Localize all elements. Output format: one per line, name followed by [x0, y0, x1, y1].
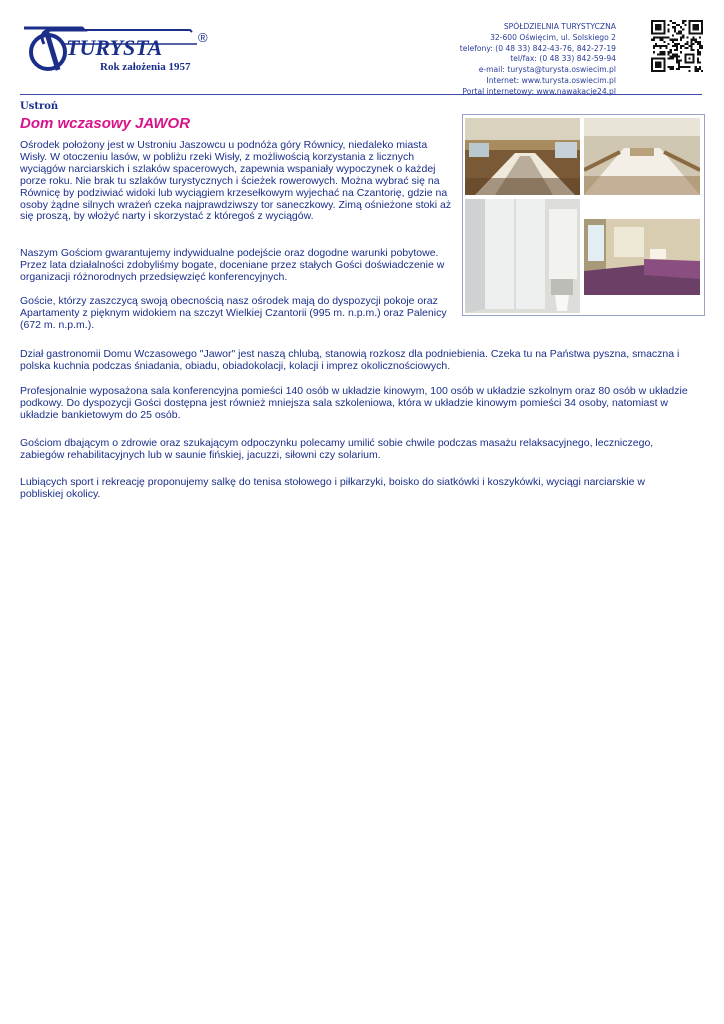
paragraph-apartments: Goście, którzy zaszczycą swoją obecnością nasz ośrodek mają do dyspozycji pokoje oraz Apartamenty z pięknym widokiem na szczyt Wielkiej Czantorii (995 m. n.p.m.) oraz Palenicy (672 m. n.p.m.).: [20, 295, 447, 331]
logo-wordmark: TURYSTA: [66, 35, 163, 60]
company-phones: telefony: (0 48 33) 842-43-76, 842-27-19: [459, 43, 616, 53]
qr-code-graphic: [651, 20, 703, 72]
company-name: SPÓŁDZIELNIA TURYSTYCZNA: [503, 22, 616, 31]
paragraph-sport: Lubiących sport i rekreację proponujemy salkę do tenisa stołowego i piłkarzyki, boisko do siatkówki i koszykówki, wyciągi narciarskie w pobliskiej okolicy.: [20, 476, 646, 500]
turysta-logo: [22, 22, 212, 80]
paragraph-gastronomy: Dział gastronomii Domu Wczasowego "Jawor" jest naszą chlubą, stanowią rozkosz dla podniebienia. Czeka tu na Państwa pyszna, smaczna i polska kuchnia podczas śniadania, obiadu, obiadokolacji, kolacji i imprez okolicznościowych.: [20, 348, 680, 372]
photo-collage: [462, 114, 705, 316]
company-website[interactable]: Internet: www.turysta.oswiecim.pl: [486, 75, 616, 85]
page-title: Dom wczasowy JAWOR: [20, 115, 191, 132]
registered-mark: ®: [198, 30, 208, 45]
company-telfax: tel/fax: (0 48 33) 842-59-94: [510, 54, 616, 64]
paragraph-wellness: Gościom dbającym o zdrowie oraz szukającym odpoczynku polecamy umilić sobie chwile podczas masażu relaksacyjnego, leczniczego, zabiegów rehabilitacyjnych lub w saunie fińskiej, jacuzzi, siłowni czy solarium.: [20, 437, 654, 461]
paragraph-guests: Naszym Gościom gwarantujemy indywidualne podejście oraz dogodne warunki pobytowe. Przez lata działalności zdobyliśmy bogate, doceniane przez stałych Gości doświadczenie w organizacji różnorodnych przedsięwzięć konferencyjnych.: [20, 247, 445, 283]
location-label: Ustroń: [20, 101, 59, 112]
photo-bathroom: [465, 199, 580, 313]
photo-dining-room: [465, 118, 580, 195]
logo-graphic: [22, 22, 212, 80]
header-divider: [20, 94, 702, 95]
photo-bedroom: [584, 219, 700, 295]
company-contact-block: [356, 22, 616, 98]
company-address: 32-600 Oświęcim, ul. Solskiego 2: [490, 32, 616, 42]
photo-banquet-hall: [584, 118, 700, 195]
company-portal[interactable]: Portal internetowy: www.nawakacje24.pl: [462, 86, 616, 96]
paragraph-conference: Profesjonalnie wyposażona sala konferencyjna pomieści 140 osób w układzie kinowym, 100 osób w układzie szkolnym oraz 80 osób w układzie podkowy. Do dyspozycji Gości dostępna jest również mniejsza sala szkoleniowa, która w układzie kinowym pomieści 34 osoby, natomiast w układzie bankietowym do 25 osób.: [20, 385, 688, 421]
paragraph-intro: Ośrodek położony jest w Ustroniu Jaszowcu u podnóża góry Równicy, niedaleko miasta Wisły. W otoczeniu lasów, w pobliżu rzeki Wisły, z możliwością korzystania z licznych wyciągów narciarskich i szlaków spacerowych, zapewnia wspaniały wypoczynek o każdej porze roku. Nie brak tu szlaków turystycznych i ścieżek rowerowych. Można wybrać się na Równicę by podziwiać widoki lub wyciągiem krzesełkowym wyjechać na Czantorię, gdzie na osoby żądne silnych wrażeń czeka najprawdziwszy tor saneczkowy. Zimą ośnieżone stoki aż się proszą, by włożyć narty i skorzystać z któregoś z wyciągów.: [20, 139, 452, 223]
logo-founded: Rok założenia 1957: [100, 61, 191, 73]
qr-code: [651, 20, 703, 72]
company-email[interactable]: e-mail: turysta@turysta.oswiecim.pl: [478, 65, 616, 75]
